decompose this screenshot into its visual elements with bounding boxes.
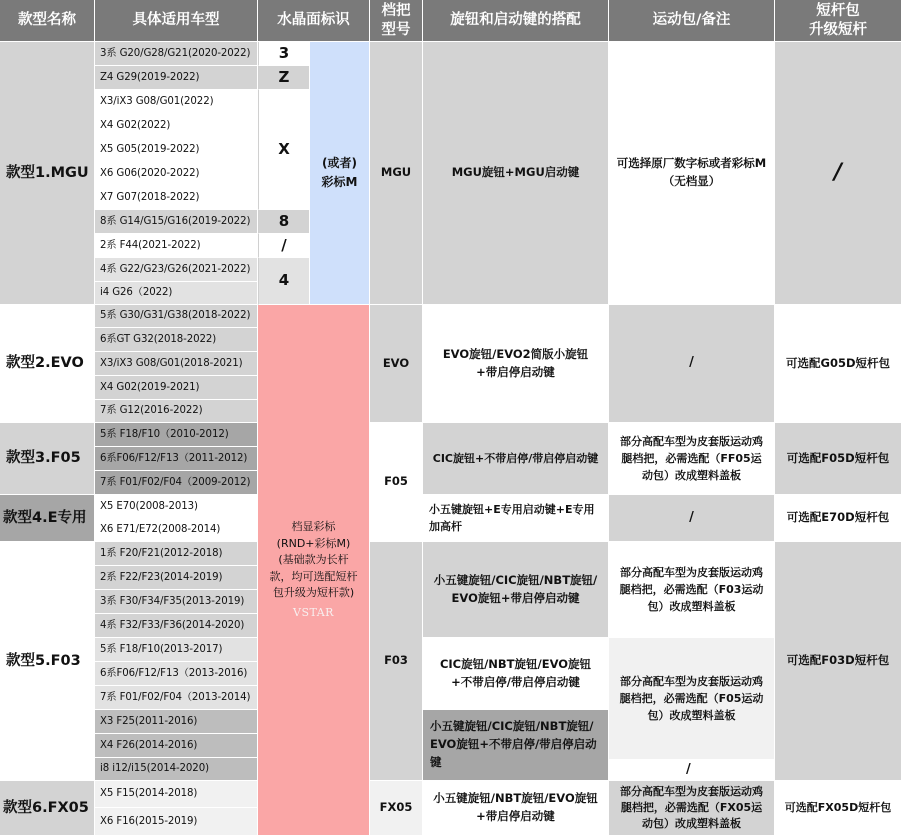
short-evo: 可选配G05D短杆包 (775, 305, 902, 423)
crystal-gear-mark (258, 305, 370, 836)
crystal-mark-8: 8 (258, 210, 310, 234)
car-row: 5系 G30/G31/G38(2018-2022) (95, 305, 258, 328)
car-row: 3系 G20/G28/G21(2020-2022) (95, 42, 258, 66)
car-row: 2系 F44(2021-2022) (95, 234, 258, 258)
header-model-name: 款型名称 (0, 0, 95, 42)
gear-mark-text: 档显彩标 (RND+彩标M) (基础款为长杆 款，均可选配短杆 包升级为短杆款) (269, 520, 358, 600)
header-short-shifter: 短杆包 升级短杆 (775, 0, 902, 42)
knob-mgu: MGU旋钮+MGU启动键 (423, 42, 609, 305)
car-row: X6 F16(2015-2019) (95, 808, 258, 836)
model-f05: 款型3.F05 (0, 423, 95, 495)
short-f03: 可选配F03D短杆包 (775, 542, 902, 781)
model-fx05: 款型6.FX05 (0, 781, 95, 836)
car-row: 6系GT G32(2018-2022) (95, 328, 258, 352)
model-mgu: 款型1.MGU (0, 42, 95, 305)
car-row: 3系 F30/F34/F35(2013-2019) (95, 590, 258, 614)
shifter-mgu: MGU (370, 42, 423, 305)
crystal-mark-x: X (258, 90, 310, 210)
car-row: X5 F15(2014-2018) (95, 781, 258, 808)
car-row: X5 E70(2008-2013) (95, 495, 258, 519)
sport-f03-c: / (609, 760, 775, 781)
crystal-optional-m: (或者) 彩标M (310, 42, 370, 305)
car-row: X7 G07(2018-2022) (95, 186, 258, 210)
shifter-evo: EVO (370, 305, 423, 423)
car-row: 6系F06/F12/F13（2011-2012) (95, 447, 258, 471)
car-row: 7系 F01/F02/F04（2009-2012) (95, 471, 258, 495)
knob-evo: EVO旋钮/EVO2简版小旋钮 +带启停启动键 (423, 305, 609, 423)
sport-f03-b: 部分高配车型为皮套版运动鸡 腿档把，必需选配（F05运动 包）改成塑料盖板 (609, 638, 775, 760)
header-applicable-cars: 具体适用车型 (95, 0, 258, 42)
shifter-fx05: FX05 (370, 781, 423, 836)
car-row: X4 G02(2019-2021) (95, 376, 258, 400)
short-f05: 可选配F05D短杆包 (775, 423, 902, 495)
knob-e: 小五键旋钮+E专用启动键+E专用 加高杆 (423, 495, 609, 542)
car-row: 1系 F20/F21(2012-2018) (95, 542, 258, 566)
car-row: Z4 G29(2019-2022) (95, 66, 258, 90)
short-fx05: 可选配FX05D短杆包 (775, 781, 902, 836)
car-row: X4 F26(2014-2016) (95, 734, 258, 758)
car-row: 2系 F22/F23(2014-2019) (95, 566, 258, 590)
car-row: 5系 F18/F10（2010-2012) (95, 423, 258, 447)
shifter-f05: F05 (370, 423, 423, 542)
shifter-f03: F03 (370, 542, 423, 781)
car-row: X3/iX3 G08/G01(2022) (95, 90, 258, 114)
sport-f05: 部分高配车型为皮套版运动鸡 腿档把，必需选配（FF05运 动包）改成塑料盖板 (609, 423, 775, 495)
crystal-mark-slash: / (258, 234, 310, 258)
knob-f03-c: 小五键旋钮/CIC旋钮/NBT旋钮/ EVO旋钮+不带启停/带启停启动 键 (423, 710, 609, 781)
model-e: 款型4.E专用 (0, 495, 95, 542)
car-row: 6系F06/F12/F13（2013-2016) (95, 662, 258, 686)
car-row: 4系 F32/F33/F36(2014-2020) (95, 614, 258, 638)
sport-mgu: 可选择原厂数字标或者彩标M （无档显） (609, 42, 775, 305)
model-evo: 款型2.EVO (0, 305, 95, 423)
header-sport-pack: 运动包/备注 (609, 0, 775, 42)
knob-f05: CIC旋钮+不带启停/带启停启动键 (423, 423, 609, 495)
short-e: 可选配E70D短杆包 (775, 495, 902, 542)
model-f03: 款型5.F03 (0, 542, 95, 781)
header-shifter-type: 档把 型号 (370, 0, 423, 42)
car-row: X6 E71/E72(2008-2014) (95, 519, 258, 542)
crystal-mark-3: 3 (258, 42, 310, 66)
car-row: i4 G26（2022) (95, 282, 258, 305)
short-mgu: / (775, 42, 902, 305)
car-row: X4 G02(2022) (95, 114, 258, 138)
knob-f03-a: 小五键旋钮/CIC旋钮/NBT旋钮/ EVO旋钮+带启停启动键 (423, 542, 609, 638)
car-row: X3 F25(2011-2016) (95, 710, 258, 734)
car-row: 4系 G22/G23/G26(2021-2022) (95, 258, 258, 282)
car-row: 8系 G14/G15/G16(2019-2022) (95, 210, 258, 234)
header-crystal-mark: 水晶面标识 (258, 0, 370, 42)
car-row: 5系 F18/F10(2013-2017) (95, 638, 258, 662)
knob-f03-b: CIC旋钮/NBT旋钮/EVO旋钮 +不带启停/带启停启动键 (423, 638, 609, 710)
vstar-watermark: VSTAR (293, 605, 334, 619)
sport-f03-a: 部分高配车型为皮套版运动鸡 腿档把，必需选配（F03运动 包）改成塑料盖板 (609, 542, 775, 638)
crystal-mark-4: 4 (258, 258, 310, 305)
header-knob-and-start: 旋钮和启动键的搭配 (423, 0, 609, 42)
car-row: 7系 G12(2016-2022) (95, 400, 258, 423)
car-row: 7系 F01/F02/F04（2013-2014) (95, 686, 258, 710)
car-row: X3/iX3 G08/G01(2018-2021) (95, 352, 258, 376)
knob-fx05: 小五键旋钮/NBT旋钮/EVO旋钮 +带启停启动键 (423, 781, 609, 836)
sport-fx05: 部分高配车型为皮套版运动鸡 腿档把，必需选配（FX05运 动包）改成塑料盖板 (609, 781, 775, 836)
sport-e: / (609, 495, 775, 542)
car-row: X5 G05(2019-2022) (95, 138, 258, 162)
car-row: X6 G06(2020-2022) (95, 162, 258, 186)
car-row: i8 i12/i15(2014-2020) (95, 758, 258, 781)
crystal-mark-z: Z (258, 66, 310, 90)
sport-evo: / (609, 305, 775, 423)
